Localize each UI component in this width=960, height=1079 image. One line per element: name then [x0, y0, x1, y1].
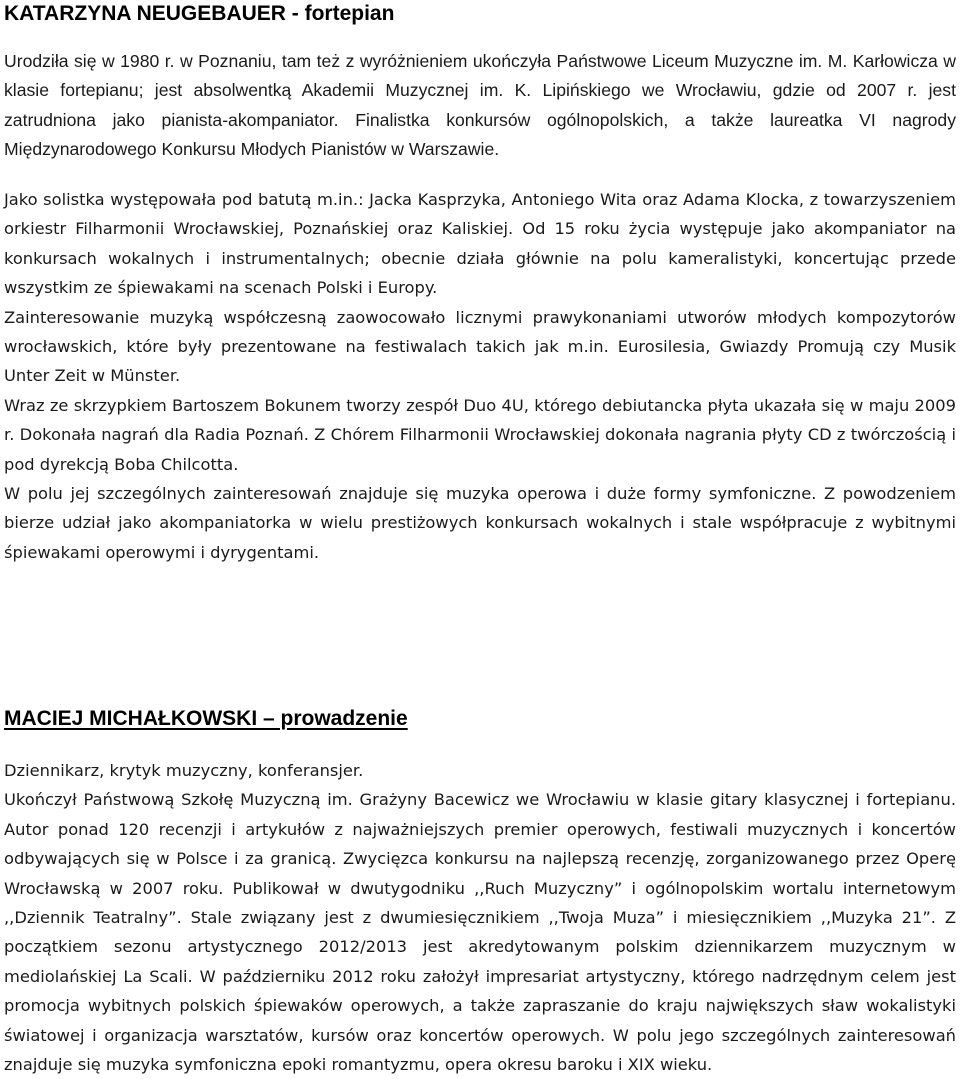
bio-paragraph: Zainteresowanie muzyką współczesną zaowocowało licznymi prawykonaniami utworów młodych kompozytorów wrocławskich, które były prezentowane na festiwalach takich jak m.in. Eurosilesia, Gwiazdy Promują czy Musik Unter Zeit w Münster. — [4, 307, 956, 386]
bio-block-neugebauer-main — [4, 185, 956, 567]
section-heading-neugebauer: KATARZYNA NEUGEBAUER - fortepian — [4, 2, 395, 25]
bio-block-neugebauer-intro — [4, 47, 956, 165]
bio-paragraph: W polu jej szczególnych zainteresowań znajduje się muzyka operowa i duże formy symfoniczne. Z powodzeniem bierze udział jako akompaniatorka w wielu prestiżowych konkursach wokalnych i stale współpracuje z wybitnymi śpiewakami operowymi i dyrygentami. — [4, 484, 956, 562]
bio-paragraph: Urodziła się w 1980 r. w Poznaniu, tam też z wyróżnieniem ukończyła Państwowe Liceum Muzyczne im. M. Karłowicza w klasie fortepianu; jest absolwentką Akademii Muzycznej im. K. Lipińskiego we Wrocławiu, gdzie od 2007 r. jest zatrudniona jako pianista-akompaniator. Finalistka konkursów ogólnopolskich, a także laureatka VI nagrody Międzynarodowego Konkursu Młodych Pianistów w Warszawie. — [4, 51, 956, 160]
bio-paragraph: Dziennikarz, krytyk muzyczny, konferansjer. — [4, 761, 364, 780]
section-heading-michalkowski: MACIEJ MICHAŁKOWSKI – prowadzenie — [4, 707, 408, 730]
bio-paragraph: Jako solistka występowała pod batutą m.in.: Jacka Kasprzyka, Antoniego Wita oraz Adama Klocka, z towarzyszeniem orkiestr Filharmonii Wrocławskiej, Poznańskiej oraz Kaliskiej. Od 15 roku życia występuje jako akompaniator na konkursach wokalnych i instrumentalnych; obecnie działa głównie na polu kameralistyki, koncertując przede wszystkim ze śpiewakami na scenach Polski i Europy. — [4, 190, 956, 298]
bio-block-michalkowski — [4, 756, 956, 1079]
bio-paragraph: Ukończył Państwową Szkołę Muzyczną im. Grażyny Bacewicz we Wrocławiu w klasie gitary klasycznej i fortepianu. Autor ponad 120 recenzji i artykułów z najważniejszych premier operowych, festiwali muzycznych i koncertów odbywających się w Polsce i za granicą. Zwycięzca konkursu na najlepszą recenzję, zorganizowanego przez Operę Wrocławską w 2007 roku. Publikował w dwutygodniku ,,Ruch Muzyczny” i ogólnopolskim wortalu internetowym ,,Dziennik Teatralny”. Stale związany jest z dwumiesięcznikiem ,,Twoja Muza” i miesięcznikiem ,,Muzyka 21”. Z początkiem sezonu artystycznego 2012/2013 jest akredytowanym polskim dziennikarzem muzycznym w mediolańskiej La Scali. W październiku 2012 roku założył impresariat artystyczny, którego nadrzędnym celem jest promocja wybitnych polskich śpiewaków operowych, a także zapraszanie do kraju największych sław wokalistyki światowej i organizacja warsztatów, kursów oraz koncertów operowych. W polu jego szczególnych zainteresowań znajduje się muzyka symfoniczna epoki romantyzmu, opera okresu baroku i XIX wieku. — [4, 790, 956, 1075]
bio-paragraph: Wraz ze skrzypkiem Bartoszem Bokunem tworzy zespół Duo 4U, którego debiutancka płyta ukazała się w maju 2009 r. Dokonała nagrań dla Radia Poznań. Z Chórem Filharmonii Wrocławskiej dokonała nagrania płyty CD z twórczością i pod dyrekcją Boba Chilcotta. — [4, 395, 956, 474]
